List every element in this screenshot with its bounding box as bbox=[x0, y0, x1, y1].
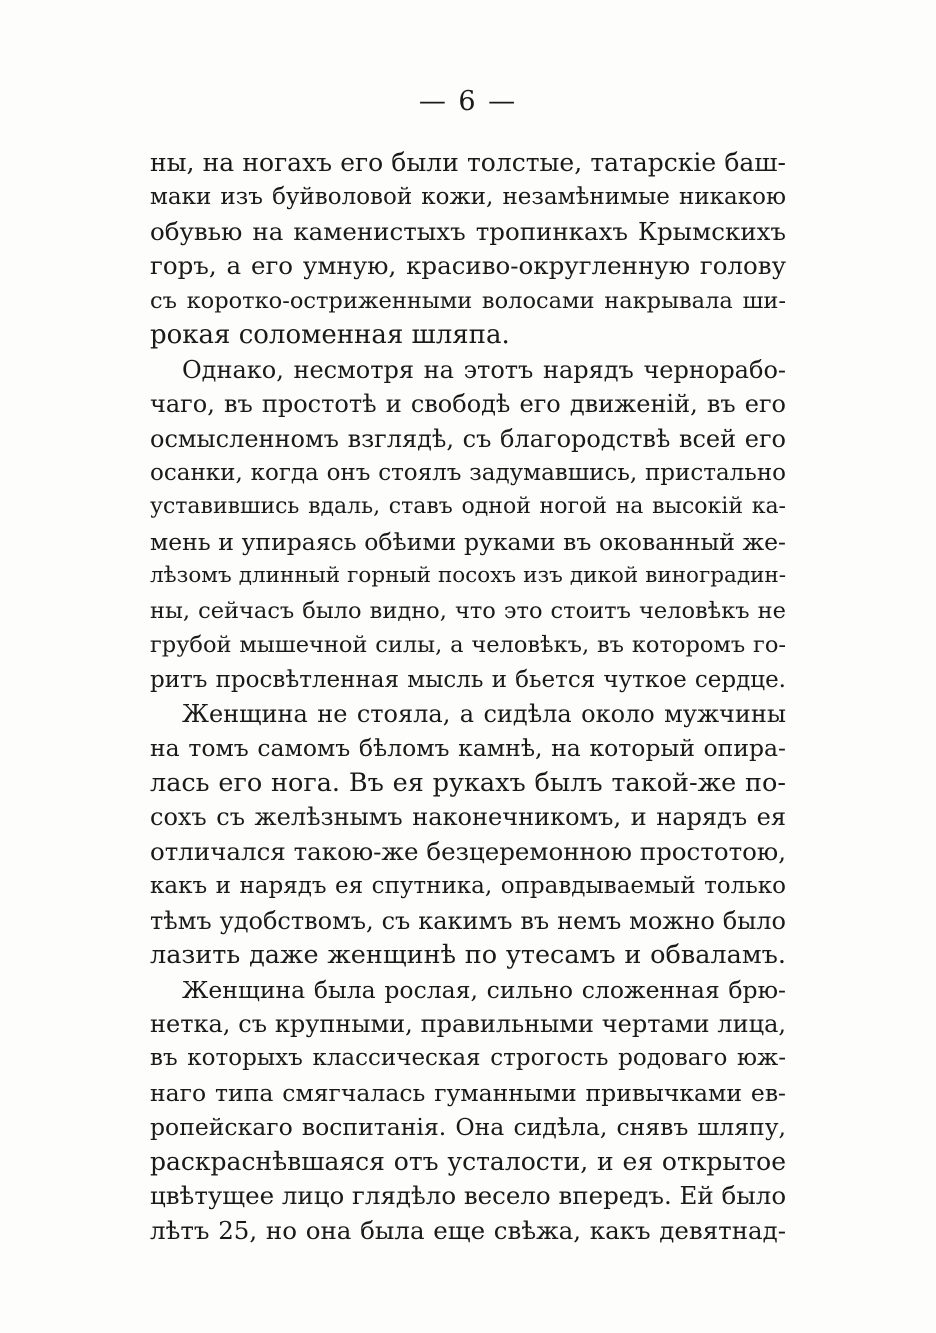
text-line: рокая соломенная шляпа. bbox=[150, 320, 510, 351]
text-line: маки изъ буйволовой кожи, незамѣнимые никакою bbox=[150, 184, 786, 211]
text-line: сохъ съ желѣзнымъ наконечникомъ, и нарядъ ея bbox=[150, 803, 786, 832]
text-line: лѣтъ 25, но она была еще свѣжа, какъ девятнад- bbox=[150, 1215, 786, 1245]
text-line: Однако, несмотря на этотъ нарядъ чернорабо- bbox=[182, 355, 786, 384]
text-line: обувью на каменистыхъ тропинкахъ Крымскихъ bbox=[150, 216, 786, 246]
text-line: лась его нога. Въ ея рукахъ былъ такой-же по- bbox=[150, 767, 786, 798]
text-line: наго типа смягчалась гуманными привычками ев- bbox=[150, 1078, 786, 1107]
page-number: — 6 — bbox=[418, 86, 518, 117]
text-line: Женщина не стояла, а сидѣла около мужчины bbox=[182, 700, 786, 728]
text-line: ны, сейчасъ было видно, что это стоитъ человѣкъ не bbox=[150, 597, 786, 624]
text-line: грубой мышечной силы, а человѣкъ, въ которомъ го- bbox=[150, 632, 786, 659]
text-line: горъ, а его умную, красиво-округленную голову bbox=[150, 251, 786, 281]
text-line: лазить даже женщинѣ по утесамъ и обваламъ. bbox=[150, 940, 786, 971]
text-line: ропейскаго воспитанія. Она сидѣла, снявъ шляпу, bbox=[150, 1113, 786, 1142]
text-line: лѣзомъ длинный горный посохъ изъ дикой виноградин- bbox=[150, 563, 786, 589]
text-line: цвѣтущее лицо глядѣло весело впередъ. Ей было bbox=[150, 1181, 786, 1211]
text-line: какъ и нарядъ ея спутника, оправдываемый только bbox=[150, 873, 786, 900]
text-line: съ коротко-остриженными волосами накрывала ши- bbox=[150, 287, 786, 314]
text-line: раскраснѣвшаяся отъ усталости, и ея открытое bbox=[150, 1146, 786, 1176]
text-line: Женщина была рослая, сильно сложенная брю- bbox=[182, 975, 786, 1004]
text-line: мень и упираясь обѣими руками въ окованный же- bbox=[150, 527, 786, 556]
text-line: осанки, когда онъ стоялъ задумавшись, пристально bbox=[150, 459, 786, 486]
text-line: въ которыхъ классическая строгость родоваго юж- bbox=[150, 1045, 786, 1072]
text-line: уставившись вдаль, ставъ одной ногой на высокій ка- bbox=[150, 494, 786, 520]
text-line: ритъ просвѣтленная мысль и бьется чуткое сердце. bbox=[150, 666, 786, 693]
body-text bbox=[150, 146, 786, 1248]
text-line: осмысленномъ взглядѣ, съ благородствѣ всей его bbox=[150, 424, 786, 453]
text-line: на томъ самомъ бѣломъ камнѣ, на который опира- bbox=[150, 734, 786, 763]
text-line: чаго, въ простотѣ и свободѣ его движеній, въ его bbox=[150, 390, 786, 419]
text-line: ны, на ногахъ его были толстые, татарскіе баш- bbox=[150, 148, 786, 177]
text-line: тѣмъ удобствомъ, съ какимъ въ немъ можно было bbox=[150, 906, 786, 935]
text-line: нетка, съ крупными, правильными чертами лица, bbox=[150, 1009, 786, 1038]
text-line: отличался такою-же безцеремонною простотою, bbox=[150, 836, 786, 866]
